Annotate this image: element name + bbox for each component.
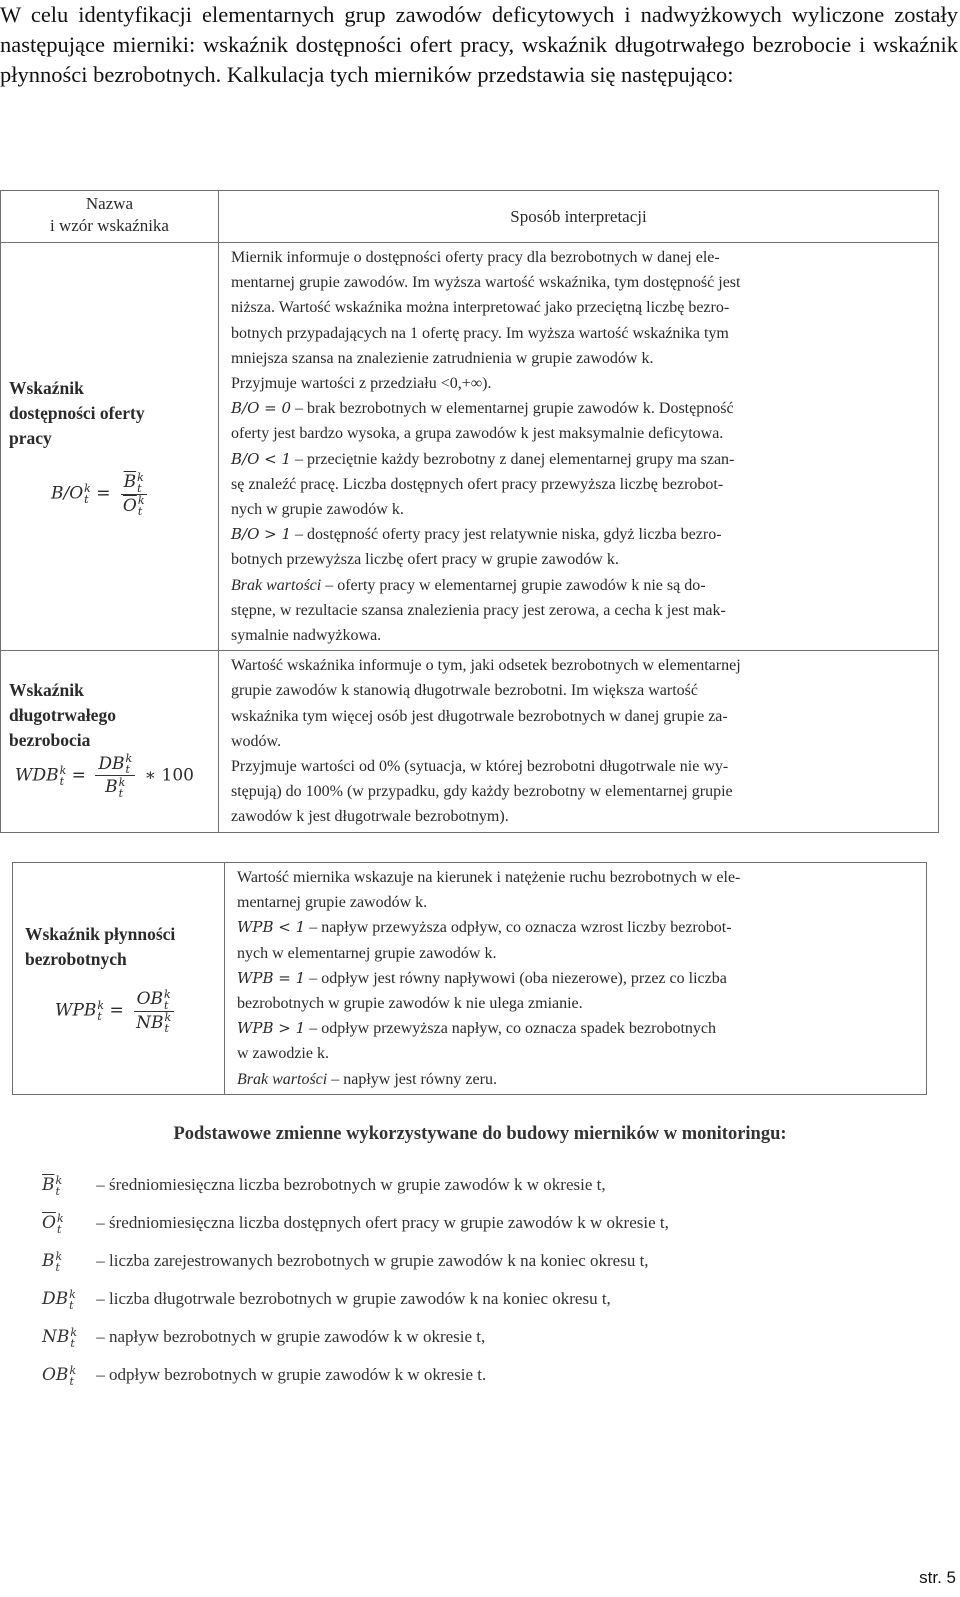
longterm-name-line3: bezrobocia bbox=[9, 729, 91, 750]
variable-symbol: $\overline{B}$ bbox=[42, 1175, 55, 1195]
availability-line: Miernik informuje o dostępności oferty pracy dla bezrobotnych w danej ele- bbox=[231, 249, 720, 266]
availability-case2-text: nych w grupie zawodów k. bbox=[231, 501, 404, 519]
availability-formula-lhs: B/O bbox=[51, 483, 84, 504]
availability-formula-den: $\overline{O}$ bbox=[122, 495, 137, 516]
intro-paragraph: W celu identyfikacji elementarnych grup zawodów deficytowych i nadwyżkowych wyliczone zostały następujące mierniki: wskaźnik dostępności ofert pracy, wskaźnik długotrwałego bezrobocie i wskaźnik płynności bezrobotnych. Kalkulacja tych mierników przedstawia się następująco: bbox=[0, 2, 958, 87]
variable-row: $\overline{O}$ k t – średniomiesięczna liczba dostępnych ofert pracy w grupie zawodów k w okresie t, bbox=[42, 1211, 669, 1236]
fluidity-interp-cell bbox=[225, 863, 927, 1095]
page-number: str. 5 bbox=[919, 1568, 956, 1587]
availability-case2-text: sę znaleźć pracę. Liczba dostępnych ofert pracy przewyższa liczbę bezrobot- bbox=[231, 475, 724, 493]
availability-case4-text: symalnie nadwyżkowa. bbox=[231, 627, 382, 645]
fluidity-table bbox=[12, 862, 927, 1095]
availability-name-line2: dostępności oferty bbox=[9, 403, 145, 424]
longterm-name-line2: długotrwałego bbox=[9, 704, 116, 725]
longterm-formula-mult: ∗ 100 bbox=[144, 765, 194, 786]
header-interp-label: Sposób interpretacji bbox=[510, 206, 647, 226]
availability-case1-text: oferty jest bardzo wysoka, a grupa zawodów k jest maksymalnie deficytowa. bbox=[231, 425, 724, 443]
availability-name-line1: Wskaźnik bbox=[9, 378, 84, 399]
header-name-line2: i wzór wskaźnika bbox=[50, 216, 169, 235]
availability-formula: B/O k t = $\overline{B}$ k t $\overline{O}$ k t bbox=[51, 471, 218, 517]
longterm-formula-num: DB bbox=[98, 753, 125, 774]
fluidity-formula-num: OB bbox=[136, 989, 164, 1010]
fluidity-case3-math: WPB > 1 bbox=[237, 1019, 306, 1038]
availability-case3-text: – dostępność oferty pracy jest relatywnie niska, gdyż liczba bezro- bbox=[291, 526, 722, 544]
longterm-line: wodów. bbox=[231, 732, 282, 750]
fluidity-case1-math: WPB < 1 bbox=[237, 918, 306, 937]
availability-case3-text: botnych przewyższa liczbę ofert pracy w grupie zawodów k. bbox=[231, 551, 619, 569]
variable-symbol: $\overline{O}$ bbox=[42, 1213, 56, 1233]
availability-formula-num: $\overline{B}$ bbox=[123, 472, 137, 493]
variables-list bbox=[42, 1172, 922, 1400]
fluidity-formula: WPB k t = OB k t NB k t bbox=[55, 988, 224, 1034]
longterm-line: Wartość wskaźnika informuje o tym, jaki odsetek bezrobotnych w elementarnej bbox=[231, 657, 741, 675]
fluidity-case1-text: – napływ przewyższa odpływ, co oznacza wzrost liczby bezrobot- bbox=[305, 919, 732, 937]
variable-symbol: NB bbox=[42, 1327, 70, 1347]
availability-line: botnych przypadających na 1 ofertę pracy. Im wyższa wartość wskaźnika tym bbox=[231, 324, 729, 342]
fluidity-name-cell bbox=[13, 863, 225, 1095]
longterm-name bbox=[9, 678, 218, 753]
fluidity-formula-lhs: WPB bbox=[55, 1000, 97, 1021]
availability-name-line3: pracy bbox=[9, 428, 52, 449]
availability-case1-text: – brak bezrobotnych w elementarnej grupie zawodów k. Dostępność bbox=[291, 400, 734, 418]
variable-row: B k t – liczba zarejestrowanych bezrobotnych w grupie zawodów k na koniec okresu t, bbox=[42, 1249, 649, 1274]
longterm-name-cell bbox=[1, 651, 219, 832]
fluidity-case2-text: – odpływ jest równy napływowi (oba niezerowe), przez co liczba bbox=[305, 969, 727, 987]
table-header-row bbox=[1, 191, 939, 243]
availability-line: niższa. Wartość wskaźnika można interpretować jako przeciętną liczbę bezro- bbox=[231, 299, 730, 317]
variable-description: – napływ bezrobotnych w grupie zawodów k w okresie t, bbox=[96, 1327, 486, 1346]
longterm-line: zawodów k jest długotrwale bezrobotnym). bbox=[231, 808, 509, 826]
availability-interp-cell bbox=[219, 243, 939, 651]
header-name-line1: Nazwa bbox=[85, 194, 134, 213]
table-row-availability bbox=[1, 243, 939, 651]
table-row-fluidity bbox=[13, 863, 927, 1095]
variables-title: Podstawowe zmienne wykorzystywane do budowy mierników w monitoringu: bbox=[173, 1124, 787, 1144]
variable-row: DB k t – liczba długotrwale bezrobotnych w grupie zawodów k na koniec okresu t, bbox=[42, 1287, 611, 1312]
variable-symbol: DB bbox=[42, 1289, 69, 1309]
indicators-table bbox=[0, 190, 939, 833]
header-name-cell bbox=[1, 191, 219, 243]
variable-description: – średniomiesięczna liczba bezrobotnych w grupie zawodów k w okresie t, bbox=[96, 1175, 606, 1194]
availability-case4-text: – oferty pracy w elementarnej grupie zawodów k nie są do- bbox=[321, 576, 706, 594]
fluidity-formula-den: NB bbox=[136, 1012, 164, 1033]
availability-name bbox=[9, 376, 218, 451]
fluidity-case2-text: bezrobotnych w grupie zawodów k nie ulega zmianie. bbox=[237, 995, 583, 1013]
variable-row: $\overline{B}$ k t – średniomiesięczna liczba bezrobotnych w grupie zawodów k w okresie t, bbox=[42, 1173, 606, 1198]
table-row-longterm bbox=[1, 651, 939, 832]
longterm-formula: WDB k t = DB k t B k t ∗ 100 bbox=[15, 752, 194, 800]
fluidity-case3-text: w zawodzie k. bbox=[237, 1045, 329, 1063]
fluidity-case2-math: WPB = 1 bbox=[237, 968, 306, 987]
variable-description: – średniomiesięczna liczba dostępnych ofert pracy w grupie zawodów k w okresie t, bbox=[96, 1213, 669, 1232]
longterm-formula-lhs: WDB bbox=[15, 765, 59, 786]
availability-case2-text: – przeciętnie każdy bezrobotny z danej elementarnej grupy ma szan- bbox=[291, 450, 735, 468]
availability-line: mniejsza szansa na znalezienie zatrudnienia w grupie zawodów k. bbox=[231, 349, 654, 367]
availability-case4-label: Brak wartości bbox=[231, 576, 322, 594]
fluidity-name bbox=[25, 922, 224, 972]
variable-description: – odpływ bezrobotnych w grupie zawodów k w okresie t. bbox=[96, 1365, 487, 1384]
variable-description: – liczba długotrwale bezrobotnych w grupie zawodów k na koniec okresu t, bbox=[96, 1289, 611, 1308]
availability-line: mentarnej grupie zawodów. Im wyższa wartość wskaźnika, tym dostępność jest bbox=[231, 274, 741, 292]
availability-case4-text: stępne, w rezultacie szansa znalezienia pracy jest zerowa, a cecha k jest mak- bbox=[231, 601, 726, 619]
variable-description: – liczba zarejestrowanych bezrobotnych w grupie zawodów k na koniec okresu t, bbox=[96, 1251, 649, 1270]
availability-case1-math: B/O = 0 bbox=[231, 399, 292, 418]
fluidity-line: mentarnej grupie zawodów k. bbox=[237, 894, 428, 912]
fluidity-line: Wartość miernika wskazuje na kierunek i natężenie ruchu bezrobotnych w ele- bbox=[237, 869, 741, 886]
variable-symbol: B bbox=[42, 1251, 55, 1271]
variable-row: NB k t – napływ bezrobotnych w grupie zawodów k w okresie t, bbox=[42, 1325, 486, 1350]
longterm-formula-den: B bbox=[105, 777, 118, 798]
fluidity-case3-text: – odpływ przewyższa napływ, co oznacza spadek bezrobotnych bbox=[305, 1020, 716, 1038]
longterm-line: grupie zawodów k stanowią długotrwale bezrobotni. Im większa wartość bbox=[231, 682, 698, 700]
longterm-line: wskaźnika tym więcej osób jest długotrwale bezrobotnych w danej grupie za- bbox=[231, 707, 728, 725]
availability-case3-math: B/O > 1 bbox=[231, 525, 292, 544]
longterm-interp-cell bbox=[219, 651, 939, 832]
availability-name-cell bbox=[1, 243, 219, 651]
fluidity-name-line1: Wskaźnik płynności bbox=[25, 924, 176, 945]
fluidity-name-line2: bezrobotnych bbox=[25, 949, 127, 970]
longterm-line: stępują) do 100% (w przypadku, gdy każdy bezrobotny w elementarnej grupie bbox=[231, 783, 733, 801]
availability-line: Przyjmuje wartości z przedziału <0,+∞). bbox=[231, 375, 492, 393]
variable-symbol: OB bbox=[42, 1365, 69, 1385]
fluidity-case1-text: nych w elementarnej grupie zawodów k. bbox=[237, 944, 497, 962]
header-interp-cell bbox=[219, 191, 939, 243]
fluidity-case4-label: Brak wartości bbox=[237, 1070, 328, 1088]
longterm-line: Przyjmuje wartości od 0% (sytuacja, w której bezrobotni długotrwale nie wy- bbox=[231, 758, 729, 776]
variable-row: OB k t – odpływ bezrobotnych w grupie zawodów k w okresie t. bbox=[42, 1363, 487, 1388]
fluidity-case4-text: – napływ jest równy zeru. bbox=[327, 1070, 497, 1088]
longterm-name-line1: Wskaźnik bbox=[9, 679, 84, 700]
availability-case2-math: B/O < 1 bbox=[231, 449, 292, 468]
